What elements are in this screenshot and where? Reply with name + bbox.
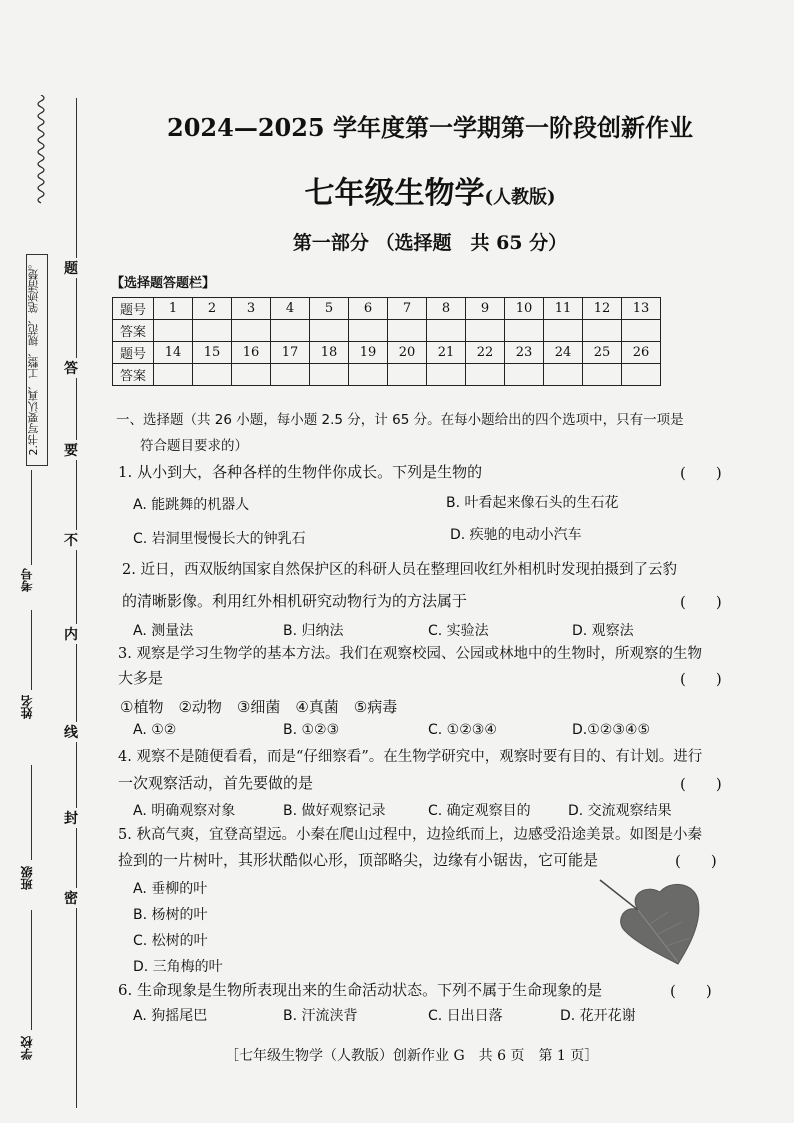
question-number: 5 bbox=[310, 298, 349, 320]
answer-cell[interactable] bbox=[349, 364, 388, 386]
q3-items: ①植物 ②动物 ③细菌 ④真菌 ⑤病毒 bbox=[120, 698, 398, 716]
answer-cell[interactable] bbox=[583, 364, 622, 386]
q5-option-d[interactable]: D. 三角梅的叶 bbox=[133, 959, 223, 975]
answer-cell[interactable] bbox=[505, 364, 544, 386]
section-instruction-1: 一、选择题（共 26 小题，每小题 2.5 分，计 65 分。在每小题给出的四个选项中，只有一项是 bbox=[116, 412, 684, 428]
answer-table-label: 【选择题答题栏】 bbox=[111, 276, 216, 291]
answer-cell[interactable] bbox=[232, 364, 271, 386]
binding-wavy-border bbox=[34, 95, 48, 205]
seal-char-3: 要 bbox=[61, 440, 81, 460]
exam-title: 2024—2025 学年度第一学期第一阶段创新作业 bbox=[167, 113, 693, 142]
q6-stem: 6. 生命现象是生物所表现出来的生命活动状态。下列不属于生命现象的是 bbox=[118, 981, 603, 999]
subject-title bbox=[110, 168, 750, 212]
q3-option-a[interactable]: A. ①② bbox=[133, 722, 177, 738]
seal-char-7: 封 bbox=[61, 808, 81, 828]
answer-cell[interactable] bbox=[388, 320, 427, 342]
question-number: 8 bbox=[427, 298, 466, 320]
q1-option-d[interactable]: D. 疾驰的电动小汽车 bbox=[450, 527, 582, 543]
q3-option-b[interactable]: B. ①②③ bbox=[283, 722, 340, 738]
table-header-answer: 答案 bbox=[113, 320, 154, 342]
q2-option-c[interactable]: C. 实验法 bbox=[428, 623, 489, 639]
seal-char-8: 密 bbox=[61, 888, 81, 908]
question-number: 13 bbox=[622, 298, 661, 320]
answer-cell[interactable] bbox=[544, 364, 583, 386]
q2-answer-paren[interactable]: ( ) bbox=[680, 593, 722, 611]
subject-name: 七年级生物学 bbox=[304, 176, 485, 211]
q2-stem-1: 2. 近日，西双版纳国家自然保护区的科研人员在整理回收红外相机时发现拍摄到了云豹 bbox=[122, 562, 677, 578]
q6-option-b[interactable]: B. 汗流浃背 bbox=[283, 1008, 358, 1024]
section-instruction-2: 符合题目要求的） bbox=[140, 438, 248, 454]
question-number: 7 bbox=[388, 298, 427, 320]
school-label: 学校 bbox=[20, 1036, 34, 1060]
answer-table-row bbox=[113, 342, 661, 364]
question-number: 11 bbox=[544, 298, 583, 320]
q1-option-c[interactable]: C. 岩洞里慢慢长大的钟乳石 bbox=[133, 531, 306, 547]
part-heading: 第一部分 （选择题 共 65 分） bbox=[292, 232, 568, 254]
answer-cell[interactable] bbox=[388, 364, 427, 386]
q1-option-a[interactable]: A. 能跳舞的机器人 bbox=[133, 497, 250, 513]
table-header-num: 题号 bbox=[113, 298, 154, 320]
q3-option-d[interactable] bbox=[572, 722, 650, 738]
q2-option-d[interactable]: D. 观察法 bbox=[572, 623, 634, 639]
q5-stem-2: 捡到的一片树叶，其形状酷似心形，顶部略尖，边缘有小锯齿，它可能是 bbox=[118, 851, 599, 869]
q1-answer-paren[interactable]: ( ) bbox=[680, 464, 722, 482]
q4-option-b[interactable]: B. 做好观察记录 bbox=[283, 803, 386, 819]
question-number: 1 bbox=[154, 298, 193, 320]
answer-cell[interactable] bbox=[310, 364, 349, 386]
answer-cell[interactable] bbox=[193, 364, 232, 386]
q1-stem: 1. 从小到大，各种各样的生物伴你成长。下列是生物的 bbox=[118, 463, 483, 481]
question-number: 26 bbox=[622, 342, 661, 364]
q2-stem-2: 的清晰影像。利用红外相机研究动物行为的方法属于 bbox=[122, 592, 468, 610]
question-number: 20 bbox=[388, 342, 427, 364]
field-line-1 bbox=[31, 470, 32, 565]
question-number: 25 bbox=[583, 342, 622, 364]
q4-stem-1: 4. 观察不是随便看看，而是“仔细察看”。在生物学研究中，观察时要有目的、有计划。进行 bbox=[118, 749, 703, 765]
q4-option-a[interactable]: A. 明确观察对象 bbox=[133, 803, 236, 819]
seal-char-1: 题 bbox=[61, 258, 81, 278]
name-label: 姓名 bbox=[20, 695, 34, 719]
q4-stem-2: 一次观察活动，首先要做的是 bbox=[118, 774, 314, 792]
answer-cell[interactable] bbox=[466, 364, 505, 386]
question-number: 19 bbox=[349, 342, 388, 364]
q6-option-d[interactable]: D. 花开花谢 bbox=[560, 1008, 636, 1024]
question-number: 6 bbox=[349, 298, 388, 320]
q3-stem-1: 3. 观察是学习生物学的基本方法。我们在观察校园、公园或林地中的生物时，所观察的生物 bbox=[118, 646, 702, 662]
field-line-4 bbox=[31, 910, 32, 1030]
q5-option-a[interactable]: A. 垂柳的叶 bbox=[133, 881, 208, 897]
q3-stem-2: 大多是 bbox=[118, 669, 164, 687]
answer-table-row bbox=[113, 298, 661, 320]
question-number: 17 bbox=[271, 342, 310, 364]
table-header-answer: 答案 bbox=[113, 364, 154, 386]
q4-option-d[interactable]: D. 交流观察结果 bbox=[568, 803, 672, 819]
answer-cell[interactable] bbox=[271, 320, 310, 342]
question-number: 24 bbox=[544, 342, 583, 364]
question-number: 10 bbox=[505, 298, 544, 320]
answer-cell[interactable] bbox=[154, 320, 193, 342]
seal-line bbox=[76, 98, 77, 1108]
q3-option-c[interactable]: C. ①②③④ bbox=[428, 722, 497, 738]
class-label: 班级 bbox=[20, 866, 34, 890]
question-number: 16 bbox=[232, 342, 271, 364]
q3-option-d-label: D. bbox=[572, 722, 588, 738]
question-number: 21 bbox=[427, 342, 466, 364]
question-number: 12 bbox=[583, 298, 622, 320]
answer-table bbox=[112, 297, 661, 386]
edition: (人教版) bbox=[484, 187, 556, 208]
seal-char-5: 内 bbox=[61, 624, 81, 644]
answer-cell[interactable] bbox=[622, 364, 661, 386]
field-line-2 bbox=[31, 610, 32, 690]
answer-cell[interactable] bbox=[232, 320, 271, 342]
answer-cell[interactable] bbox=[193, 320, 232, 342]
q4-option-c[interactable]: C. 确定观察目的 bbox=[428, 803, 531, 819]
heart-leaf-image bbox=[598, 872, 704, 968]
q5-option-b[interactable]: B. 杨树的叶 bbox=[133, 907, 208, 923]
seal-char-4: 不 bbox=[61, 530, 81, 550]
answer-table-row bbox=[113, 364, 661, 386]
answer-cell[interactable] bbox=[427, 364, 466, 386]
answer-cell[interactable] bbox=[427, 320, 466, 342]
page-footer: ［七年级生物学（人教版）创新作业 G 共 6 页 第 1 页］ bbox=[225, 1048, 599, 1064]
answer-cell[interactable] bbox=[310, 320, 349, 342]
q3-answer-paren[interactable]: ( ) bbox=[680, 670, 722, 688]
q6-answer-paren[interactable]: ( ) bbox=[670, 982, 712, 1000]
q5-answer-paren[interactable]: ( ) bbox=[675, 852, 717, 870]
q5-option-c[interactable]: C. 松树的叶 bbox=[133, 933, 208, 949]
answer-cell[interactable] bbox=[154, 364, 193, 386]
q2-option-a[interactable]: A. 测量法 bbox=[133, 623, 194, 639]
q2-option-b[interactable]: B. 归纳法 bbox=[283, 623, 344, 639]
q3-option-d-value: ①②③④⑤ bbox=[587, 722, 650, 738]
question-number: 2 bbox=[193, 298, 232, 320]
question-number: 4 bbox=[271, 298, 310, 320]
q1-option-b[interactable]: B. 叶看起来像石头的生石花 bbox=[446, 495, 619, 511]
answer-cell[interactable] bbox=[466, 320, 505, 342]
question-number: 22 bbox=[466, 342, 505, 364]
answer-cell[interactable] bbox=[583, 320, 622, 342]
q6-option-a[interactable]: A. 狗摇尾巴 bbox=[133, 1008, 208, 1024]
answer-table-row bbox=[113, 320, 661, 342]
question-number: 3 bbox=[232, 298, 271, 320]
answer-cell[interactable] bbox=[349, 320, 388, 342]
answer-cell[interactable] bbox=[505, 320, 544, 342]
seal-char-2: 答 bbox=[61, 358, 81, 378]
question-number: 9 bbox=[466, 298, 505, 320]
q6-option-c[interactable]: C. 日出日落 bbox=[428, 1008, 503, 1024]
answer-cell[interactable] bbox=[544, 320, 583, 342]
seal-char-6: 线 bbox=[61, 722, 81, 742]
q4-answer-paren[interactable]: ( ) bbox=[680, 775, 722, 793]
question-number: 15 bbox=[193, 342, 232, 364]
question-number: 14 bbox=[154, 342, 193, 364]
exam-number-label: 考号 bbox=[20, 568, 34, 592]
notice-text: 2.书写要认真、工整、规范、笔迹清楚。 bbox=[27, 258, 40, 456]
table-header-num: 题号 bbox=[113, 342, 154, 364]
question-number: 23 bbox=[505, 342, 544, 364]
question-number: 18 bbox=[310, 342, 349, 364]
q5-stem-1: 5. 秋高气爽，宜登高望远。小秦在爬山过程中，边捡纸而上，边感受沿途美景。如图是小秦 bbox=[118, 827, 702, 843]
field-line-3 bbox=[31, 765, 32, 860]
answer-cell[interactable] bbox=[271, 364, 310, 386]
answer-cell[interactable] bbox=[622, 320, 661, 342]
